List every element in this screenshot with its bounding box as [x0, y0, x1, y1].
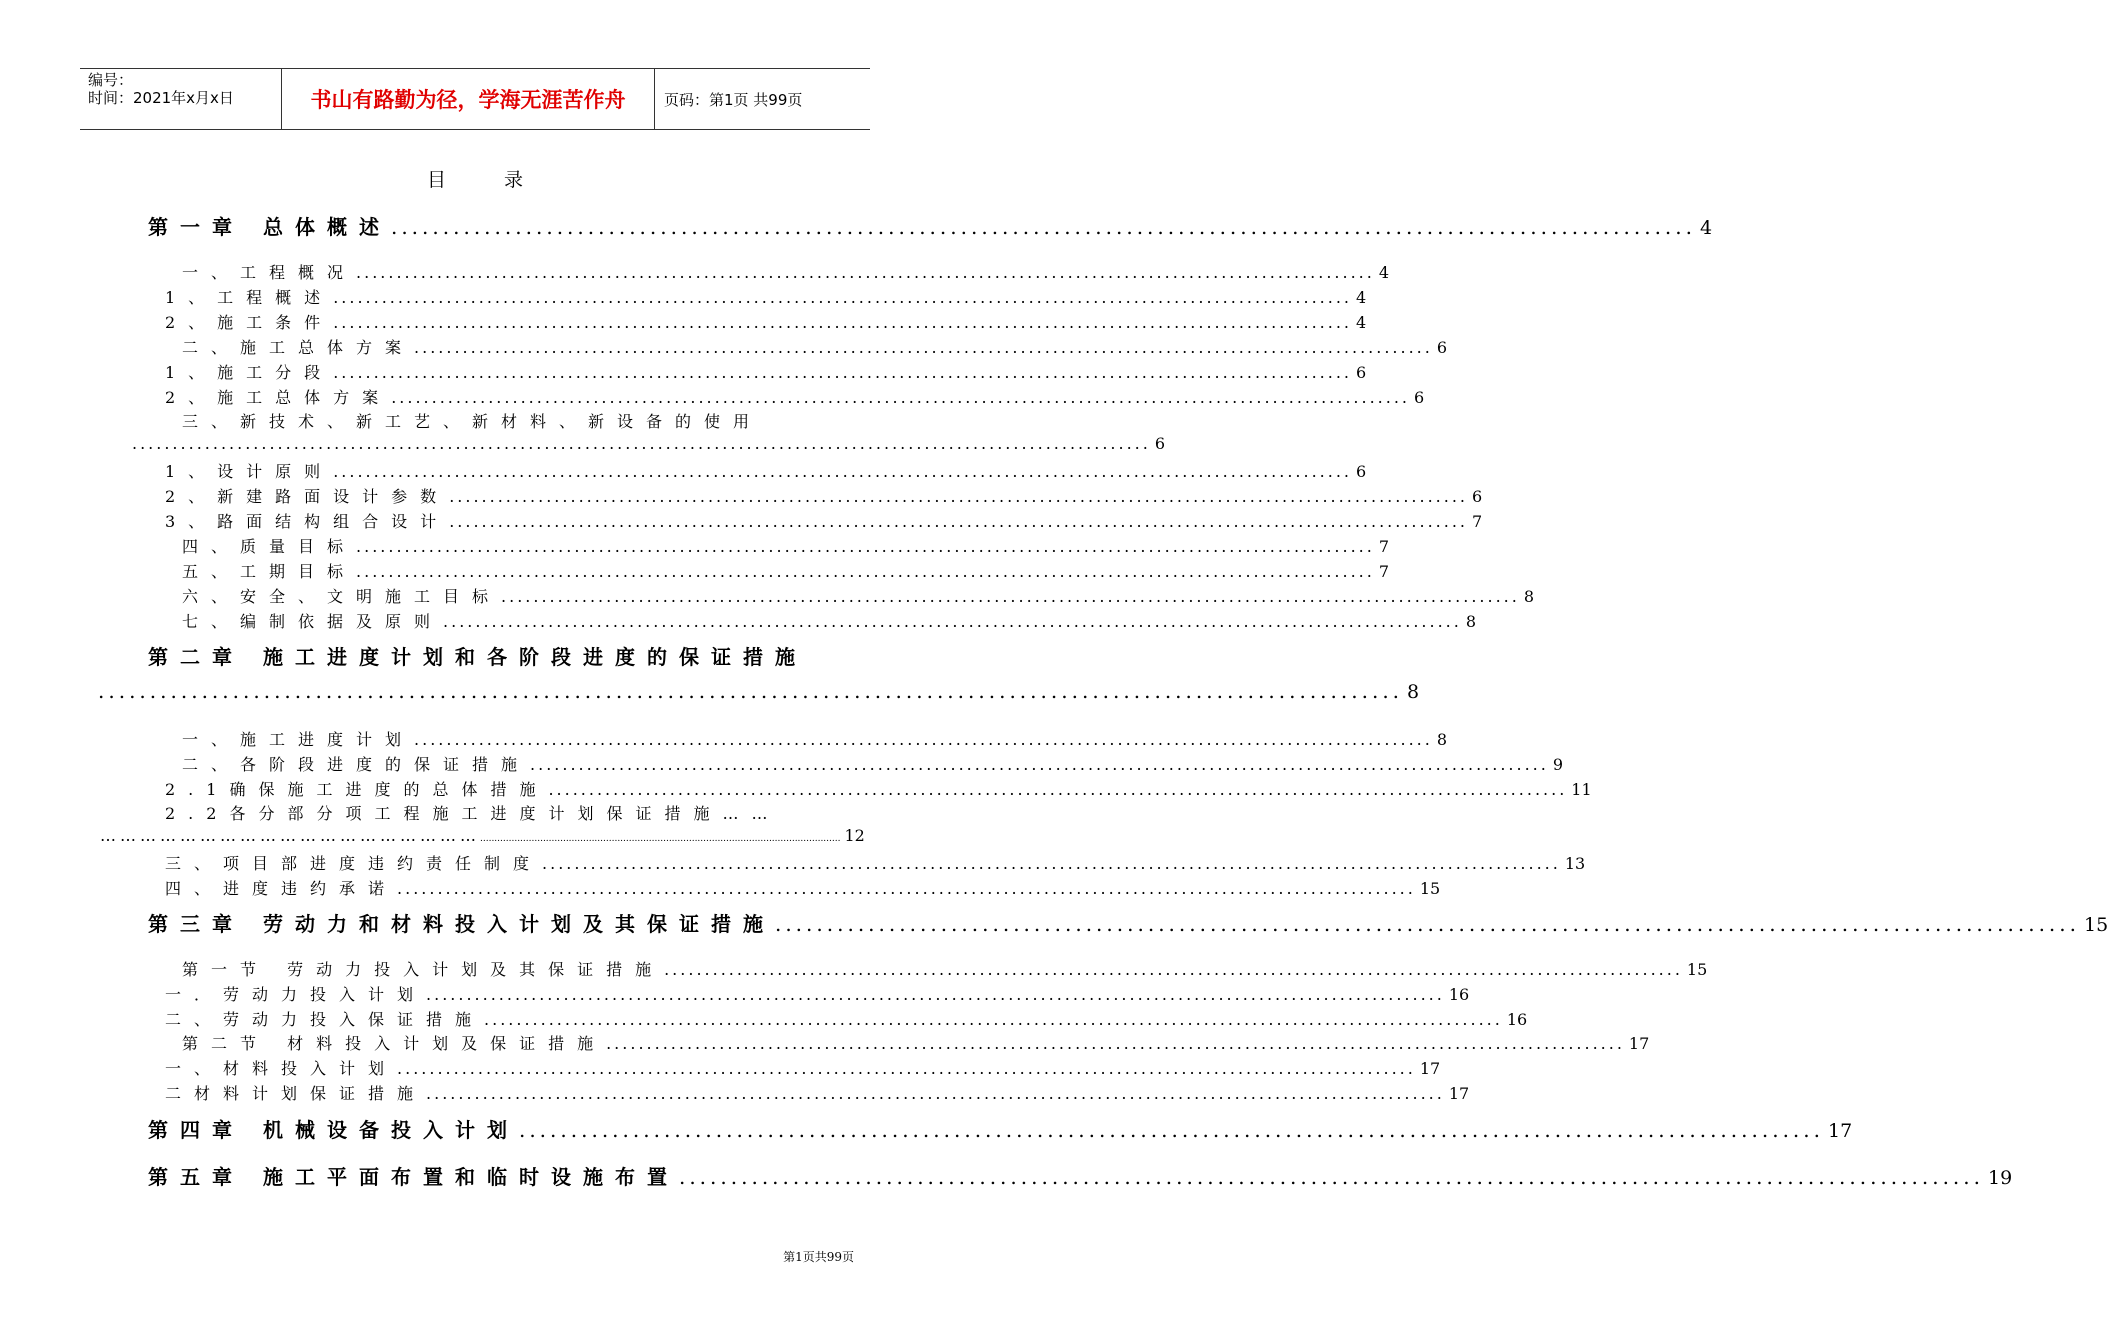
- toc-entry-label: 2.2各分部分项工程施工进度计划保证措施……: [165, 804, 781, 823]
- toc-entry-label: 一、施工进度计划: [182, 730, 415, 749]
- toc-entry-page: 12: [844, 826, 865, 845]
- toc-entry[interactable]: [182, 609, 1477, 632]
- toc-entry[interactable]: [165, 1056, 1441, 1079]
- toc-entry-label: 一．劳动力投入计划: [165, 985, 427, 1004]
- toc-entry-wrap-leader: [98, 679, 1420, 703]
- toc-entry-label: 七、编制依据及原则: [182, 612, 444, 631]
- toc-leader: ..............................................................................................................................: [449, 512, 1469, 531]
- toc-entry-label: 第一节 劳动力投入计划及其保证措施: [182, 960, 665, 979]
- toc-entry[interactable]: [182, 559, 1390, 582]
- toc-entry[interactable]: [165, 360, 1367, 383]
- toc-entry-label: 第一章 总体概述: [148, 215, 391, 239]
- toc-entry-chapter-4[interactable]: [148, 1114, 1853, 1143]
- toc-leader: ..............................................................................................................................: [333, 363, 1353, 382]
- toc-leader: ..............................................................................................................................: [548, 780, 1568, 799]
- toc-entry-label: 第五章 施工平面布置和临时设施布置: [148, 1165, 679, 1189]
- page-header: [80, 68, 870, 130]
- toc-leader: ..............................................................................................................................: [530, 755, 1549, 774]
- number-label: 编号：: [88, 71, 134, 89]
- toc-leader: ..............................................................................................................................: [390, 215, 1697, 239]
- toc-leader: ..............................................................................................................................: [518, 1118, 1825, 1142]
- toc-entry-page: 6: [1356, 462, 1367, 481]
- toc-leader: ..............................................................................................................................: [426, 1084, 1445, 1103]
- toc-leader: ..............................................................................................................................: [606, 1034, 1625, 1053]
- toc-leader: ..............................................................................................................................: [426, 985, 1445, 1004]
- toc-entry-label: 三、新技术、新工艺、新材料、新设备的使用: [182, 412, 763, 431]
- toc-entry-page: 4: [1356, 313, 1367, 332]
- toc-entry-page: 11: [1571, 780, 1592, 799]
- toc-entry-label: 一、材料投入计划: [165, 1059, 398, 1078]
- header-page-info: 页码：第1页 共99页: [664, 91, 803, 109]
- toc-leader: ..............................................................................................................................: [414, 338, 1433, 357]
- toc-leader: ..............................................................................................................................: [480, 834, 841, 844]
- toc-entry-label: 二材料计划保证措施: [165, 1084, 427, 1103]
- toc-entry[interactable]: [182, 260, 1390, 283]
- toc-entry-label: 1、工程概述: [165, 288, 334, 307]
- toc-entry-page: 16: [1448, 985, 1470, 1004]
- toc-entry[interactable]: [165, 982, 1470, 1005]
- toc-entry[interactable]: [165, 509, 1483, 532]
- toc-entry[interactable]: [165, 459, 1367, 482]
- toc-entry-page: 13: [1564, 854, 1586, 873]
- toc-entry-label: 1、施工分段: [165, 363, 334, 382]
- toc-entry-page: 15: [1686, 960, 1708, 979]
- toc-entry-page: 4: [1378, 263, 1390, 282]
- header-meta: [88, 71, 280, 107]
- toc-entry[interactable]: [165, 1007, 1528, 1030]
- toc-title: 目录: [426, 169, 581, 191]
- toc-entry[interactable]: [165, 285, 1367, 308]
- toc-entry-label: 1、设计原则: [165, 462, 334, 481]
- toc-entry-chapter-1[interactable]: [148, 211, 1713, 240]
- toc-leader: ..............................................................................................................................: [449, 487, 1469, 506]
- toc-leader: ..............................................................................................................................: [397, 879, 1416, 898]
- motto: 书山有路勤为径，学海无涯苦作舟: [281, 69, 655, 129]
- toc-entry-page: 6: [1356, 363, 1367, 382]
- toc-entry-chapter-3[interactable]: [148, 908, 2108, 937]
- toc-entry-wrapped[interactable]: [165, 801, 845, 824]
- toc-leader: ..............................................................................................................................: [484, 1010, 1503, 1029]
- toc-leader: ..............................................................................................................................: [391, 388, 1411, 407]
- toc-entry-page: 16: [1506, 1010, 1528, 1029]
- toc-entry-label: 二、各阶段进度的保证措施: [182, 755, 531, 774]
- toc-entry-page: 8: [1407, 681, 1420, 703]
- toc-entry[interactable]: [182, 957, 1708, 980]
- toc-entry[interactable]: [182, 1031, 1650, 1054]
- toc-entry-label: 二、劳动力投入保证措施: [165, 1010, 485, 1029]
- toc-leader: ..............................................................................................................................: [542, 854, 1561, 873]
- toc-leader: ..............................................................................................................................: [333, 313, 1353, 332]
- toc-entry-page: 6: [1154, 434, 1166, 453]
- toc-entry-label: 2、施工总体方案: [165, 388, 392, 407]
- toc-entry-label: 第二章 施工进度计划和各阶段进度的保证措施: [148, 645, 807, 669]
- toc-entry[interactable]: [182, 727, 1448, 750]
- toc-entry-chapter-5[interactable]: [148, 1161, 2013, 1190]
- toc-entry-page: 7: [1378, 562, 1390, 581]
- toc-entry[interactable]: [165, 1081, 1470, 1104]
- toc-entry-page: 4: [1700, 217, 1713, 239]
- toc-entry-chapter-2[interactable]: [148, 641, 848, 670]
- toc-entry-label: 第四章 机械设备投入计划: [148, 1118, 519, 1142]
- toc-leader: ..............................................................................................................................: [333, 462, 1353, 481]
- toc-entry[interactable]: [165, 310, 1367, 333]
- toc-entry-page: 17: [1448, 1084, 1470, 1103]
- toc-entry-label: 第二节 材料投入计划及保证措施: [182, 1034, 607, 1053]
- toc-entry[interactable]: [165, 484, 1483, 507]
- toc-leader: ..............................................................................................................................: [397, 1059, 1416, 1078]
- toc-entry-page: 8: [1436, 730, 1448, 749]
- toc-entry-page: 7: [1378, 537, 1390, 556]
- toc-entry-label: 2.1确保施工进度的总体措施: [165, 780, 549, 799]
- toc-entry-page: 6: [1472, 487, 1483, 506]
- toc-entry[interactable]: [165, 876, 1441, 899]
- toc-entry-page: 17: [1628, 1034, 1650, 1053]
- toc-entry-label: 第三章 劳动力和材料投入计划及其保证措施: [148, 912, 775, 936]
- toc-entry-page: 15: [1419, 879, 1441, 898]
- toc-entry-label: …………………………………………………: [100, 826, 480, 845]
- toc-entry[interactable]: [165, 385, 1425, 408]
- toc-leader: ..............................................................................................................................: [132, 434, 1151, 453]
- toc-leader: ..............................................................................................................................: [98, 679, 1404, 703]
- toc-leader: ..............................................................................................................................: [333, 288, 1353, 307]
- toc-entry-page: 6: [1436, 338, 1448, 357]
- toc-entry-page: 9: [1552, 755, 1564, 774]
- toc-entry-label: 五、工期目标: [182, 562, 357, 581]
- toc-entry[interactable]: [182, 584, 1535, 607]
- toc-entry-label: 六、安全、文明施工目标: [182, 587, 502, 606]
- toc-entry-wrap-leader: [100, 826, 865, 845]
- toc-entry-page: 17: [1828, 1120, 1853, 1142]
- toc-leader: ..............................................................................................................................: [501, 587, 1520, 606]
- toc-entry-page: 6: [1414, 388, 1425, 407]
- toc-entry-label: 四、质量目标: [182, 537, 357, 556]
- toc-leader: ..............................................................................................................................: [414, 730, 1433, 749]
- toc-entry-page: 8: [1465, 612, 1477, 631]
- toc-leader: ..............................................................................................................................: [356, 562, 1375, 581]
- toc-leader: ..............................................................................................................................: [774, 912, 2081, 936]
- toc-entry[interactable]: [182, 752, 1564, 775]
- toc-entry[interactable]: [165, 777, 1592, 800]
- toc-entry[interactable]: [182, 534, 1390, 557]
- page-footer: 第1页共99页: [783, 1250, 854, 1264]
- toc-entry-label: 一、工程概况: [182, 263, 357, 282]
- toc-leader: ..............................................................................................................................: [443, 612, 1462, 631]
- toc-entry-label: 3、路面结构组合设计: [165, 512, 450, 531]
- toc-entry-label: 四、进度违约承诺: [165, 879, 398, 898]
- toc-entry-label: 2、新建路面设计参数: [165, 487, 450, 506]
- toc-entry-label: 三、项目部进度违约责任制度: [165, 854, 543, 873]
- toc-leader: ..............................................................................................................................: [356, 537, 1375, 556]
- toc-entry-page: 7: [1472, 512, 1483, 531]
- toc-entry-page: 15: [2084, 914, 2108, 936]
- toc-entry-page: 4: [1356, 288, 1367, 307]
- time-label: 时间：2021年x月x日: [88, 89, 234, 107]
- toc-leader: ..............................................................................................................................: [356, 263, 1375, 282]
- toc-entry[interactable]: [182, 335, 1448, 358]
- toc-entry-label: 二、施工总体方案: [182, 338, 415, 357]
- toc-leader: ..............................................................................................................................: [664, 960, 1683, 979]
- toc-entry-page: 19: [1988, 1167, 2013, 1189]
- toc-entry-wrap-leader: [132, 434, 1166, 453]
- toc-entry-label: 2、施工条件: [165, 313, 334, 332]
- toc-entry-page: 8: [1523, 587, 1535, 606]
- toc-entry-wrapped[interactable]: [182, 409, 842, 432]
- toc-leader: ..............................................................................................................................: [678, 1165, 1985, 1189]
- toc-entry[interactable]: [165, 851, 1586, 874]
- toc-entry-page: 17: [1419, 1059, 1441, 1078]
